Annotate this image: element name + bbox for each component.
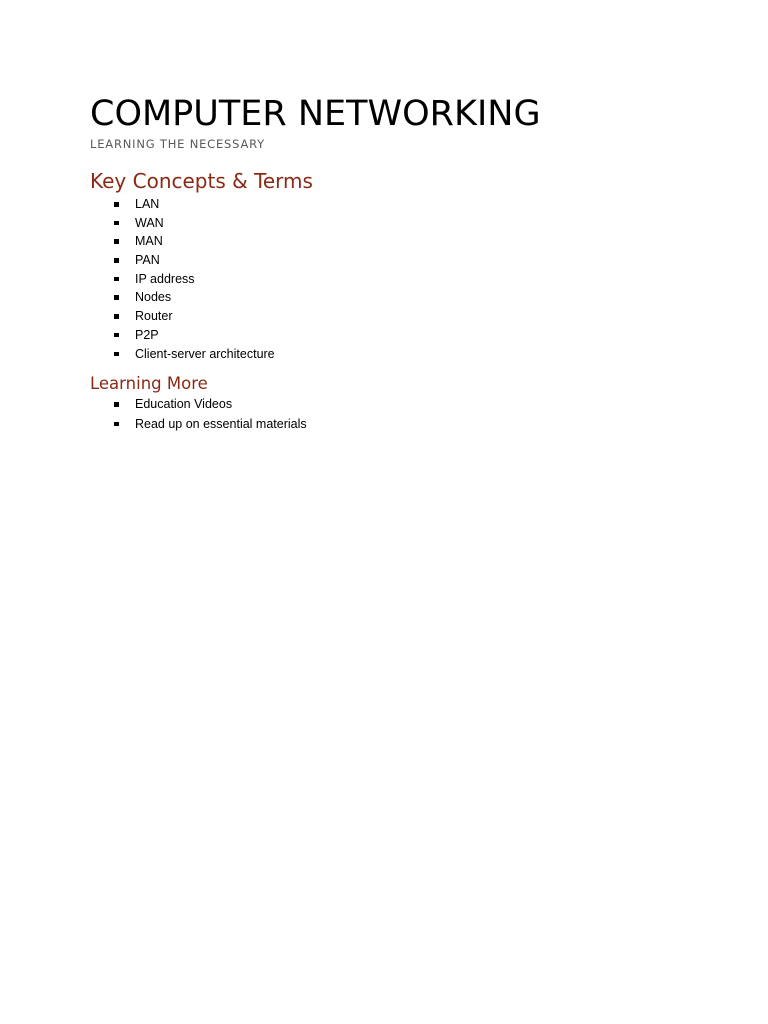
list-item: WAN <box>90 214 275 233</box>
list-item: P2P <box>90 326 275 345</box>
document-title: COMPUTER NETWORKING <box>90 94 541 134</box>
list-item: IP address <box>90 270 275 289</box>
document-subtitle: LEARNING THE NECESSARY <box>90 137 266 151</box>
list-item: Read up on essential materials <box>90 415 307 435</box>
list-item: Education Videos <box>90 395 307 415</box>
list-item: LAN <box>90 195 275 214</box>
list-item: Router <box>90 307 275 326</box>
section-heading-learning-more: Learning More <box>90 374 208 393</box>
list-item: Nodes <box>90 288 275 307</box>
key-concepts-list <box>90 195 275 363</box>
section-heading-key-concepts: Key Concepts & Terms <box>90 169 313 193</box>
list-item: MAN <box>90 232 275 251</box>
learning-more-list <box>90 395 307 434</box>
list-item: Client-server architecture <box>90 345 275 364</box>
list-item: PAN <box>90 251 275 270</box>
